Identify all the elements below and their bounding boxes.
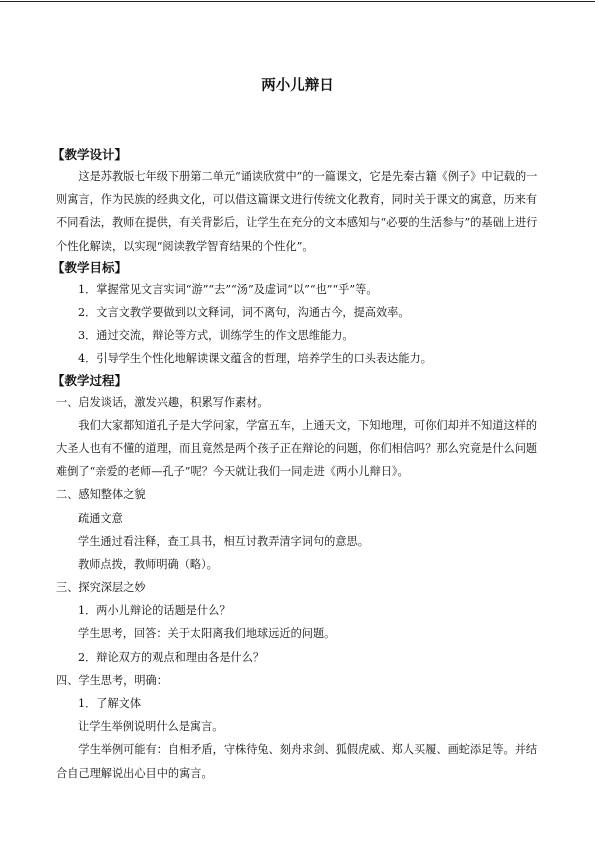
process-line: 学生思考，回答：关于太阳离我们地球远近的问题。: [78, 627, 336, 641]
heading-teaching-process: 【教学过程】: [52, 372, 128, 388]
process-step-heading: 四、学生思考，明确：: [56, 673, 168, 687]
goal-item: 3．通过交流，辩论等方式，训练学生的作文思维能力。: [78, 329, 354, 343]
process-paragraph: 学生举例可能有：自相矛盾，守株待兔、刻舟求剑、狐假虎威、郑人买履、画蛇添足等。并结合自己理解说出心目中的寓言。: [56, 743, 538, 780]
process-step-heading: 三、探究深层之妙: [56, 581, 146, 595]
document-body: [52, 145, 540, 785]
process-line: 1．两小儿辩论的话题是什么？: [78, 604, 231, 618]
heading-teaching-goals: 【教学目标】: [52, 259, 128, 275]
design-paragraph: 这是苏教版七年级下册第二单元“诵读欣赏中”的一篇课文，它是先秦古籍《例子》中记载的一则寓言，作为民族的经典文化，可以借这篇课文进行传统文化教育，同时关于课文的寓意，历来有不同看法，教师在提供，有关背影后，让学生在充分的文本感知与“必要的生活参与”的基础上进行个性化解读，以实现“阅读教学智育结果的个性化”。: [56, 170, 538, 253]
process-line: 2．辩论双方的观点和理由各是什么？: [78, 650, 265, 664]
process-step-heading: 二、感知整体之貌: [56, 488, 146, 502]
heading-teaching-design: 【教学设计】: [52, 147, 128, 162]
goal-item: 2．文言文教学要做到以文释词，词不离句，沟通古今，提高效率。: [78, 306, 410, 319]
process-line: 让学生举例说明什么是寓言。: [78, 720, 224, 734]
process-step-heading: 一、启发谈话，激发兴趣，积累写作素材。: [56, 395, 269, 409]
goal-item: 4．引导学生个性化地解读课文蕴含的哲理，培养学生的口头表达能力。: [78, 352, 432, 366]
process-line: 1．了解文体: [78, 697, 142, 711]
process-paragraph: 我们大家都知道孔子是大学问家，学富五车，上通天文，下知地理，可你们却并不知道这样的大圣人也有不懂的道理，而且竟然是两个孩子正在辩论的问题，你们相信吗？那么究竟是什么问题难倒了“亲爱的老师—孔子”呢？今天就让我们一同走进《两小儿辩日》。: [56, 418, 538, 479]
process-line: 疏通文意: [78, 511, 123, 525]
page-top-rule: [0, 1, 595, 2]
process-line: 教师点拨，教师明确（略）。: [78, 557, 218, 571]
goal-item: 1．掌握常见文言实词“游”“去”“汤”及虚词“以”“也”“乎”等。: [78, 282, 378, 296]
process-line: 学生通过看注释，查工具书，相互讨教弄清字词句的意思。: [78, 534, 369, 548]
document-title: 两小儿辩日: [261, 78, 334, 94]
